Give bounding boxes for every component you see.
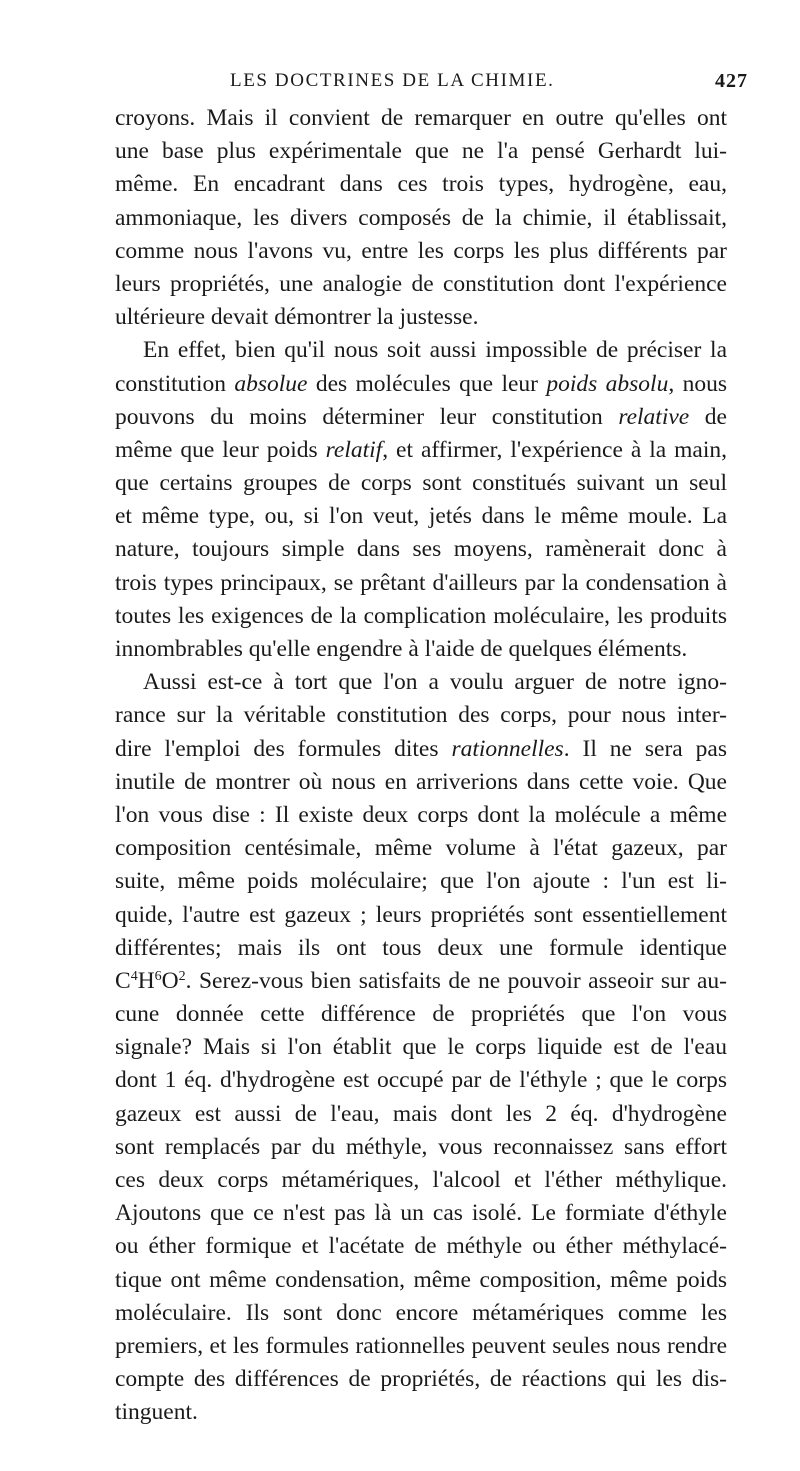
formula-subscript: 6 [154, 968, 162, 984]
italic-term: absolue [234, 370, 308, 397]
text-run: constitution [115, 370, 235, 397]
text-line: rance sur la véritable constitution des corps, pour nous inter- [115, 702, 727, 729]
formula-element: O [161, 967, 179, 994]
text-run: même que leur poids [115, 436, 326, 463]
text-line: même. En encadrant dans ces trois types, hydrogène, eau, [115, 171, 727, 198]
page-number: 427 [715, 70, 748, 92]
text-line: gazeux est aussi de l'eau, mais dont les 2 éq. d'hydrogène [115, 1100, 727, 1127]
text-line: tique ont même condensation, même composition, même poids [115, 1266, 727, 1293]
text-line: trois types principaux, se prêtant d'ailleurs par la condensation à [115, 569, 727, 596]
formula [115, 968, 186, 994]
text-line: nature, toujours simple dans ses moyens, ramènerait donc à [115, 536, 727, 563]
text-line: et même type, ou, si l'on veut, jetés dans le même moule. La [115, 503, 727, 530]
text-line: l'on vous dise : Il existe deux corps dont la molécule a même [115, 801, 727, 828]
text-run: , nous [668, 370, 727, 397]
italic-term: poids absolu [546, 370, 669, 397]
text-line: quide, l'autre est gazeux ; leurs propriétés sont essentiellement [115, 901, 727, 928]
text-line: leurs propriétés, une analogie de constitution dont l'expérience [115, 270, 727, 297]
text-run: , et affirmer, l'expérience à la main, [382, 436, 728, 463]
running-head [118, 66, 748, 96]
text-line: sont remplacés par du méthyle, vous reconnaissez sans effort [115, 1133, 727, 1160]
running-title: LES DOCTRINES DE LA CHIMIE. [230, 70, 555, 91]
text-run: . Il ne sera pas [563, 735, 727, 762]
text-line: différentes; mais ils ont tous deux une formule identique [115, 934, 727, 961]
text-line: cune donnée cette différence de propriétés que l'on vous [115, 1001, 727, 1028]
text-line [115, 401, 727, 434]
formula-subscript: 2 [178, 968, 186, 984]
text-line: En effet, bien qu'il nous soit aussi impossible de préciser la [143, 337, 727, 364]
text-line: innombrables qu'elle engendre à l'aide de quelques éléments. [115, 636, 688, 662]
text-line: Aussi est-ce à tort que l'on a voulu arguer de notre igno- [143, 669, 727, 696]
text-line [115, 434, 727, 467]
text-line: signale? Mais si l'on établit que le corps liquide est de l'eau [115, 1034, 727, 1061]
text-line: ces deux corps métamériques, l'alcool et l'éther méthylique. [115, 1167, 727, 1193]
text-line: inutile de montrer où nous en arriverions dans cette voie. Que [115, 768, 727, 795]
text-line: suite, même poids moléculaire; que l'on ajoute : l'un est li- [115, 868, 727, 895]
italic-term: relatif [325, 436, 383, 463]
body-text [115, 102, 727, 1430]
text-line: tinguent. [115, 1399, 198, 1426]
italic-term: relative [618, 403, 690, 430]
text-line: ou éther formique et l'acétate de méthyle ou éther méthylacé- [115, 1233, 727, 1260]
formula-element: H [137, 967, 155, 994]
text-run: dire l'emploi des formules dites [115, 735, 452, 762]
text-line [115, 733, 727, 766]
text-line: ultérieure devait démontrer la justesse. [115, 304, 479, 331]
formula-subscript: 4 [130, 968, 138, 984]
italic-term: rationnelles [451, 735, 564, 762]
text-line [115, 965, 727, 998]
text-line: moléculaire. Ils sont donc encore métamériques comme les [115, 1299, 727, 1326]
text-run: des molécules que leur [307, 370, 547, 397]
text-line [115, 368, 727, 401]
text-line: compte des différences de propriétés, de réactions qui les dis- [115, 1366, 727, 1393]
text-line: composition centésimale, même volume à l'état gazeux, par [115, 835, 727, 862]
text-run: . Serez-vous bien satisfaits de ne pouvoir asseoir sur au- [185, 967, 727, 994]
text-run: pouvons du moins déterminer leur constitution [115, 403, 619, 430]
text-line: une base plus expérimentale que ne l'a pensé Gerhardt lui- [115, 138, 727, 165]
text-line: dont 1 éq. d'hydrogène est occupé par de l'éthyle ; que le corps [115, 1067, 727, 1094]
text-line: Ajoutons que ce n'est pas là un cas isolé. Le formiate d'éthyle [115, 1200, 727, 1227]
text-line: comme nous l'avons vu, entre les corps les plus différents par [115, 237, 727, 264]
text-line: premiers, et les formules rationnelles peuvent seules nous rendre [115, 1332, 727, 1359]
text-run: de [689, 403, 727, 430]
formula-element: C [115, 967, 131, 994]
text-line: ammoniaque, les divers composés de la chimie, il établissait, [115, 204, 727, 231]
text-line: toutes les exigences de la complication moléculaire, les produits [115, 602, 727, 629]
text-line: croyons. Mais il convient de remarquer en outre qu'elles ont [115, 105, 727, 131]
text-line: que certains groupes de corps sont constitués suivant un seul [115, 470, 727, 497]
